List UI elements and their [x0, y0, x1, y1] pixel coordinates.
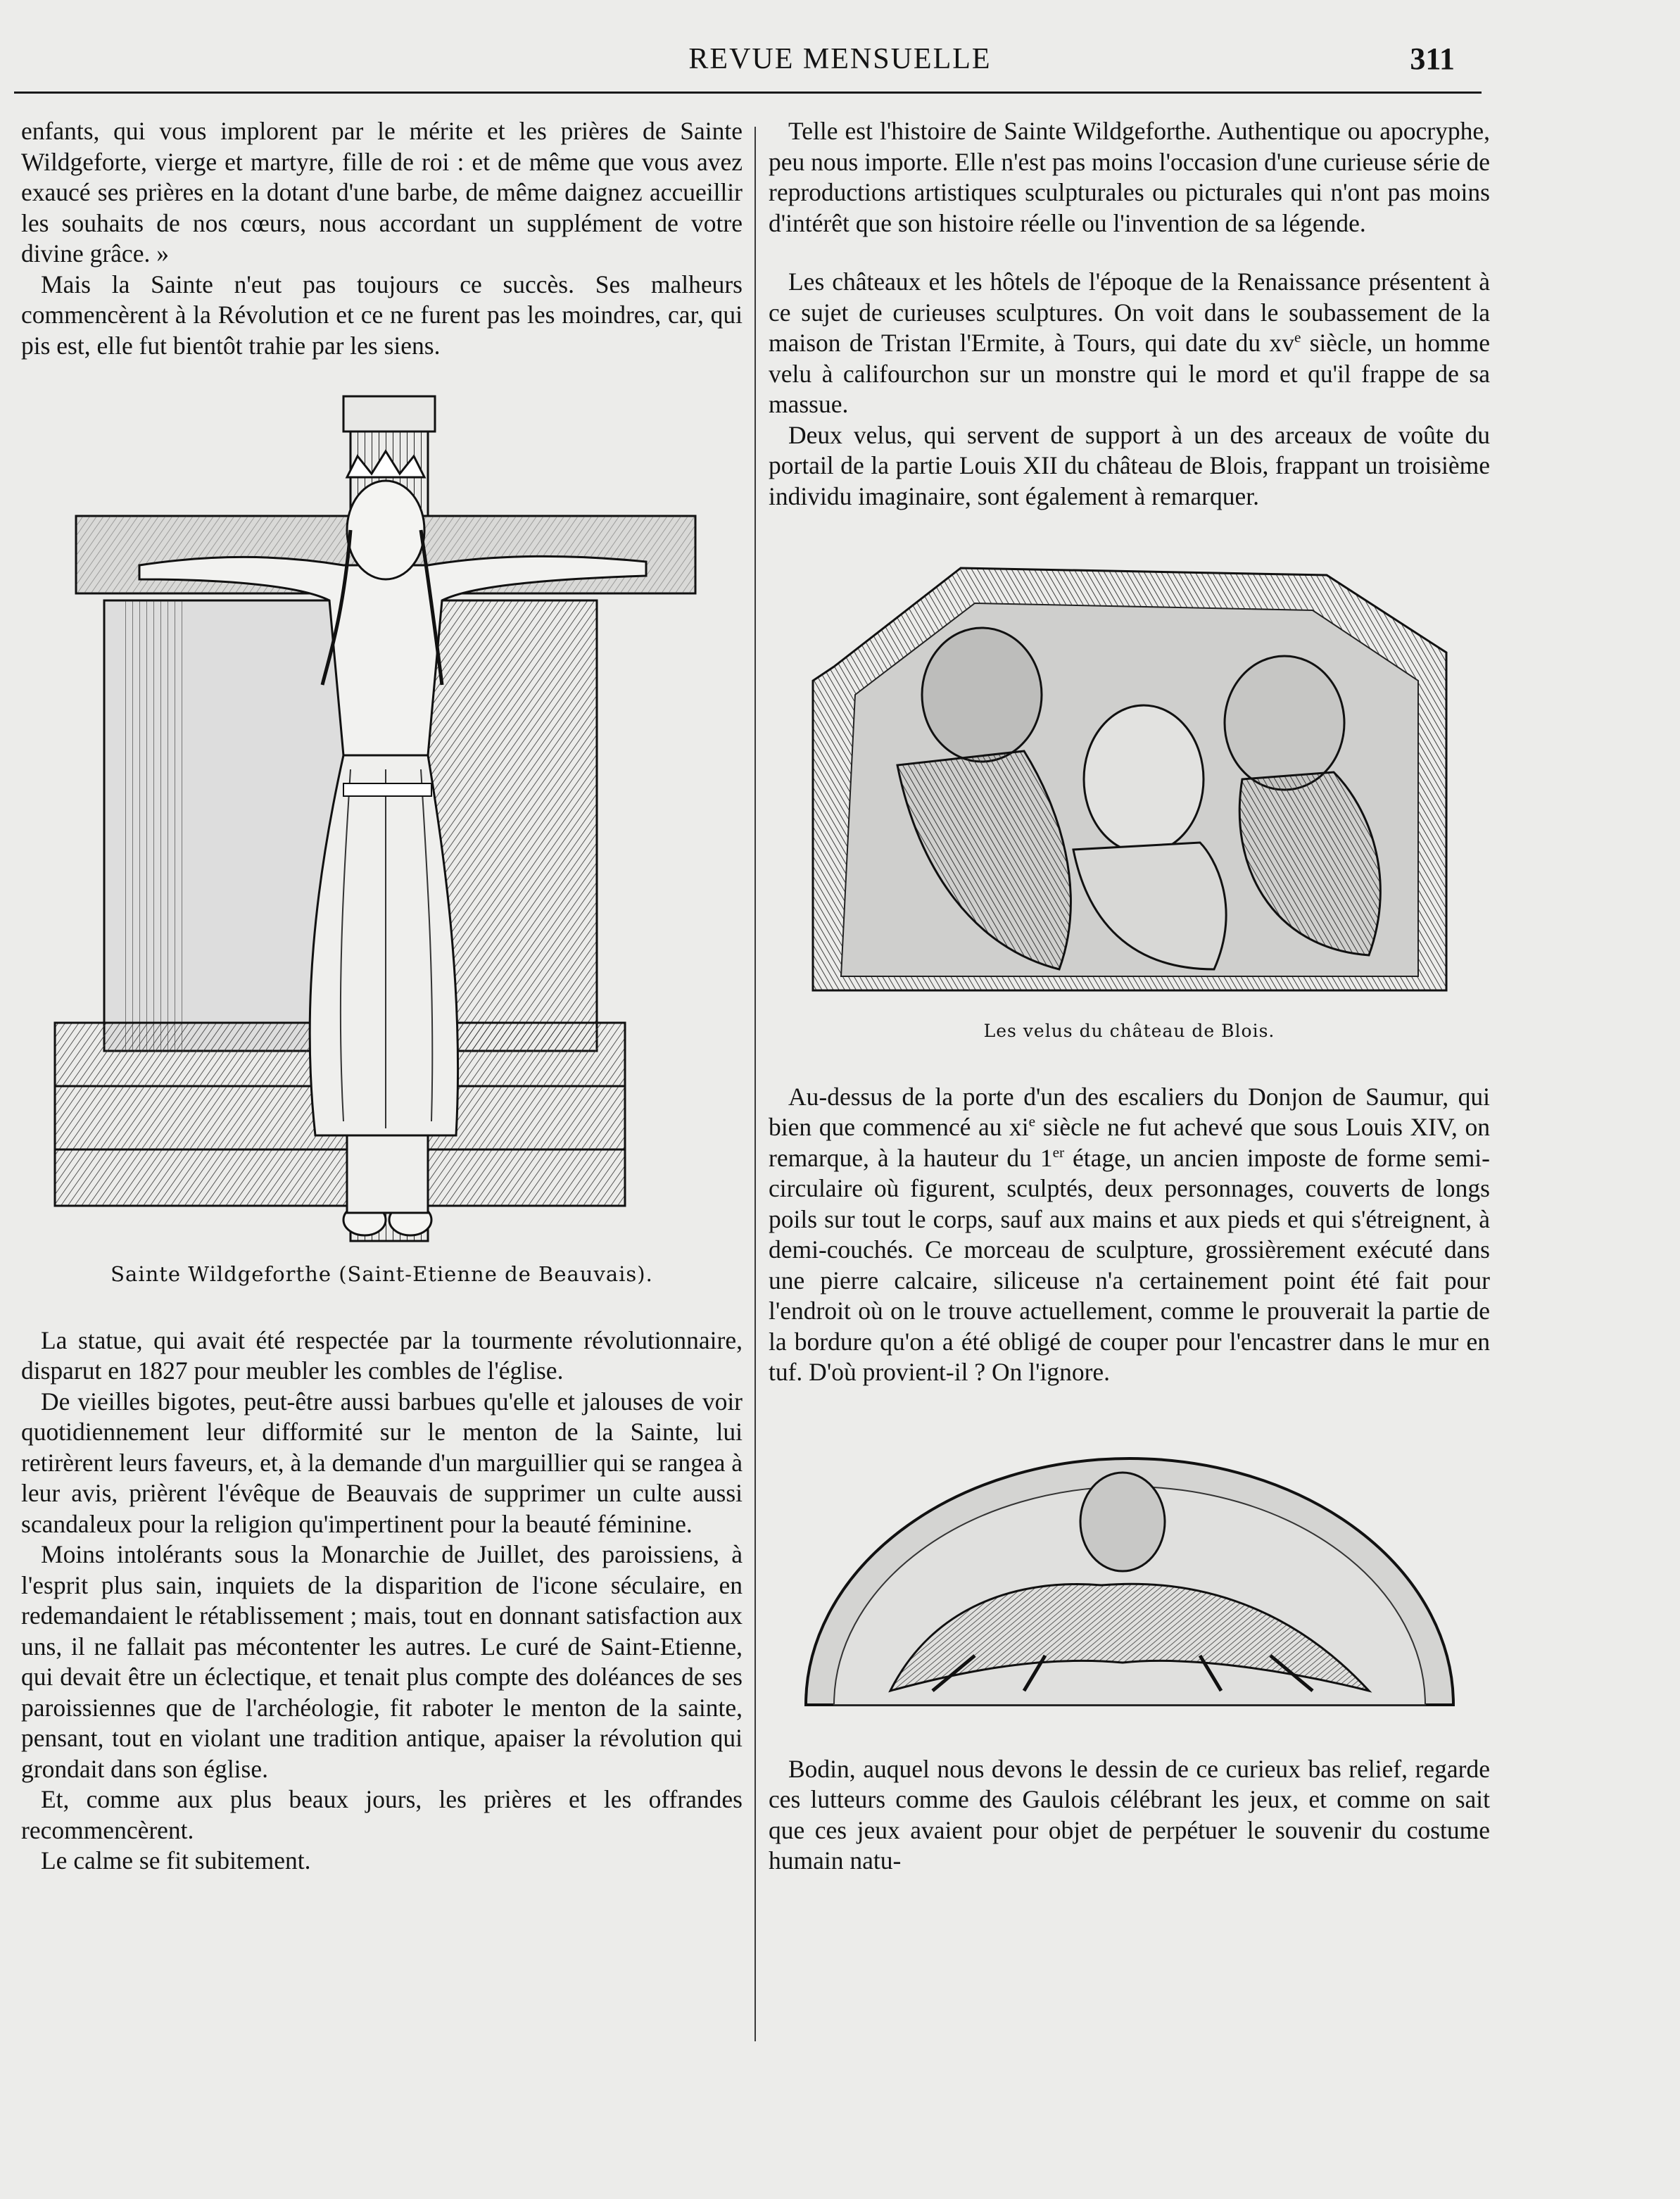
superscript: e [1028, 1113, 1036, 1130]
paragraph: Le calme se fit subitement. [41, 1846, 311, 1874]
paragraph: De vieilles bigotes, peut-être aussi barbues qu'elle et jalouses de voir quotidiennement leur difformité sur le menton de la Sainte, lui retirèrent leurs faveurs, et, à la demande d'un marguillier qui se rangea à leur avis, prièrent l'évêque de Beauvais de supprimer un culte aussi scandaleux pour la religion qu'impertinent pour la beauté féminine. [21, 1387, 743, 1538]
text-fragment: siècle, un homme velu à califourchon sur un monstre qui le mord et qu'il frappe de sa massue. [769, 329, 1491, 418]
superscript: er [1052, 1143, 1065, 1161]
crucifix-illustration [48, 389, 716, 1248]
figure-caption: Sainte Wildgeforthe (Saint-Etienne de Beauvais). [110, 1262, 653, 1286]
column-divider [754, 127, 756, 2041]
text-fragment: siècle ne fut achevé que sous Louis XIV, on remarque, à la hauteur du 1 [769, 1113, 1490, 1172]
paragraph: Bodin, auquel nous devons le dessin de ce curieux bas relief, regarde ces lutteurs comme des Gaulois célébrant les jeux, et comme on sait que ces jeux avaient pour objet de perpétuer le souvenir du costume humain natu- [769, 1754, 1490, 1874]
text-fragment: étage, un ancien imposte de forme semi-circulaire où figurent, sculptés, deux personnages, couverts de longs poils sur tout le corps, sauf aux mains et aux pieds et qui s'étreignent, à demi-couchés. Ce morceau de sculpture, grossièrement exécuté dans une pierre calcaire, siliceuse n'a certainement point été fait pour l'endroit où on le trouve actuellement, comme le prouverait la partie de la bordure qu'on a été obligé de couper pour l'encastrer dans le mur en tuf. D'où provient-il ? On l'ignore. [769, 1143, 1490, 1386]
text-fragment: Au-dessus de la porte d'un des escaliers du Donjon de Saumur, qui bien que commencé au xi [769, 1082, 1490, 1141]
figure-caption: Les velus du château de Blois. [983, 1021, 1275, 1041]
superscript: e [1294, 329, 1301, 346]
running-title: REVUE MENSUELLE [688, 43, 992, 75]
paragraph: Moins intolérants sous la Monarchie de Juillet, des paroissiens, à l'esprit plus sain, inquiets de la disparition de l'icone séculaire, en redemandaient le rétablissement ; mais, tout en donnant satisfaction aux uns, il ne fallait pas mécontenter les autres. Le curé de Saint-Etienne, qui devait être un éclectique, et tenait plus compte des doléances de ses paroissiennes que de l'archéologie, fit raboter le menton de la sainte, pensant, tout en violant une tradition antique, apaiser la révolution qui grondait dans son église. [21, 1540, 743, 1783]
figure-velus-blois [769, 554, 1490, 1047]
paragraph: Mais la Sainte n'eut pas toujours ce succès. Ses malheurs commencèrent à la Révolution et ce ne furent pas les moindres, car, qui pis est, elle fut bientôt trahie par les siens. [21, 270, 743, 360]
paragraph-tours [769, 267, 1490, 420]
left-column [21, 116, 743, 1877]
saumur-tympanum-illustration [792, 1444, 1467, 1712]
paragraph: enfants, qui vous implorent par le mérite et les prières de Sainte Wildgeforte, vierge et martyre, fille de roi : et de même que vous avez exaucé ses prières en la dotant d'une barbe, de même daignez accueillir les souhaits de nos cœurs, nous accordant un supplément de votre divine grâce. » [21, 117, 743, 267]
paragraph: Et, comme aux plus beaux jours, les prières et les offrandes recommencèrent. [21, 1785, 743, 1844]
blois-sculpture-illustration [792, 554, 1467, 1004]
paragraph: La statue, qui avait été respectée par la tourmente révolutionnaire, disparut en 1827 pour meubler les combles de l'église. [21, 1325, 743, 1385]
figure-saumur-tympanum [769, 1444, 1490, 1712]
page-number: 311 [1410, 42, 1455, 76]
paragraph: Deux velus, qui servent de support à un des arceaux de voûte du portail de la partie Louis XII du château de Blois, frappant un troisième individu imaginaire, sont également à remarquer. [769, 420, 1490, 510]
page-header [0, 28, 1680, 84]
paragraph: Telle est l'histoire de Sainte Wildgeforthe. Authentique ou apocryphe, peu nous importe. Elle n'est pas moins l'occasion d'une curieuse série de reproductions artistiques sculpturales ou picturales qui n'ont pas moins d'intérêt que son histoire réelle ou l'invention de sa légende. [769, 117, 1490, 237]
figure-sainte-wildgeforthe [21, 389, 743, 1290]
right-column [769, 116, 1490, 1877]
paragraph-saumur [769, 1082, 1490, 1388]
header-rule [14, 92, 1482, 94]
text-fragment: Les châteaux et les hôtels de l'époque de la Renaissance présentent à ce sujet de curieuses sculptures. On voit dans le soubassement de la maison de Tristan l'Ermite, à Tours, qui date du xv [769, 267, 1490, 357]
